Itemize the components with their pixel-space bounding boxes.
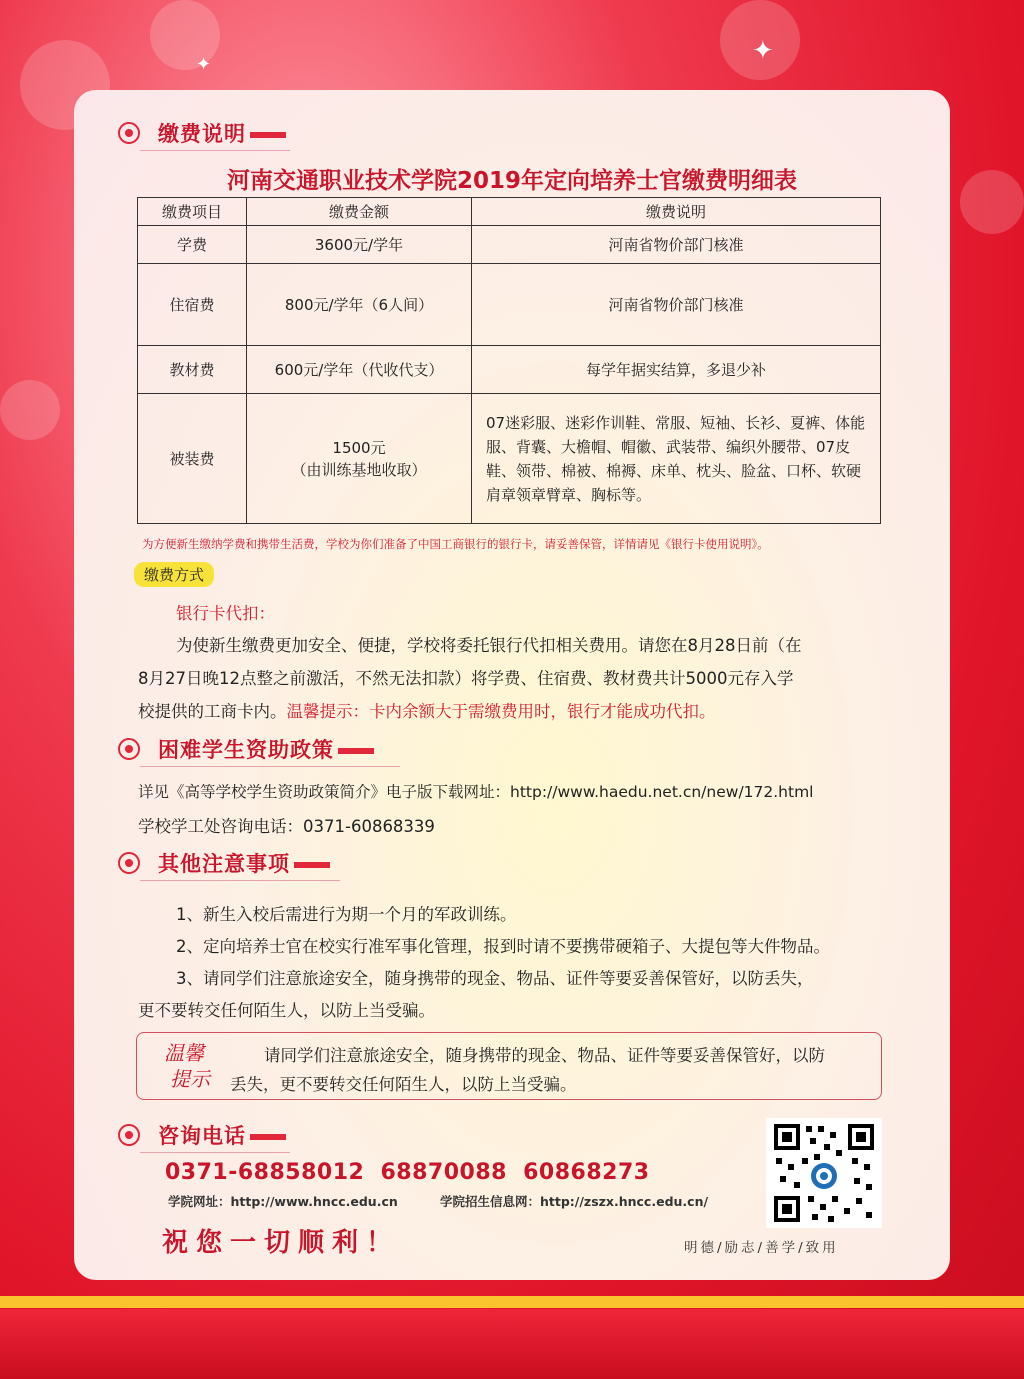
table-cell: 1500元 （由训练基地收取） — [247, 394, 472, 524]
note-item: 更不要转交任何陌生人，以防上当受骗。 — [138, 1001, 435, 1020]
aid-policy-text: 详见《高等学校学生资助政策简介》电子版下载网址：http://www.haedu.net.cn/new/172.html — [138, 783, 814, 801]
section-header-aid — [118, 734, 374, 764]
section-bar — [294, 862, 330, 868]
table-header-cell: 缴费金额 — [247, 198, 472, 226]
contact-phones: 0371-68858012 68870088 60868273 — [165, 1160, 650, 1185]
aid-phone-text: 学校学工处咨询电话：0371-60868339 — [138, 817, 435, 836]
bokeh-light — [0, 380, 60, 440]
payment-method-label: 缴费方式 — [134, 562, 214, 587]
warm-tip-label-line: 温馨 — [164, 1041, 204, 1065]
section-header-notes — [118, 848, 330, 878]
bottom-stripe-red — [0, 1309, 1024, 1379]
sparkle-icon: ✦ — [752, 36, 774, 66]
table-cell: 3600元/学年 — [247, 226, 472, 264]
warm-tip-text: 丢失，更不要转交任何陌生人，以防上当受骗。 — [230, 1075, 577, 1094]
section-underline — [140, 150, 290, 151]
section-title: 咨询电话 — [158, 1124, 246, 1148]
college-motto: 明德/励志/善学/致用 — [684, 1240, 839, 1256]
table-cell: 河南省物价部门核准 — [472, 226, 881, 264]
bank-card-note: 为方便新生缴纳学费和携带生活费，学校为你们准备了中国工商银行的银行卡，请妥善保管，详情请见《银行卡使用说明》。 — [142, 537, 769, 551]
note-item: 2、定向培养士官在校实行准军事化管理，报到时请不要携带硬箱子、大提包等大件物品。 — [176, 937, 830, 956]
qr-code-icon — [766, 1118, 882, 1228]
college-website[interactable]: 学院网址：http://www.hncc.edu.cn — [168, 1194, 398, 1209]
warm-tip-text: 请同学们注意旅途安全，随身携带的现金、物品、证件等要妥善保管好，以防 — [264, 1046, 825, 1065]
table-cell: 600元/学年（代收代支） — [247, 346, 472, 394]
table-cell: 教材费 — [138, 346, 247, 394]
table-cell: 河南省物价部门核准 — [472, 264, 881, 346]
payment-text-part: 校提供的工商卡内。 — [138, 702, 287, 721]
note-item: 1、新生入校后需进行为期一个月的军政训练。 — [176, 905, 517, 924]
table-cell: 住宿费 — [138, 264, 247, 346]
payment-tip: 温馨提示：卡内余额大于需缴费用时，银行才能成功代扣。 — [286, 702, 716, 721]
table-cell: 800元/学年（6人间） — [247, 264, 472, 346]
section-bar — [338, 748, 374, 754]
payment-text — [138, 698, 716, 722]
bottom-stripe-yellow — [0, 1296, 1024, 1308]
wish-text: 祝您一切顺利！ — [162, 1228, 401, 1258]
table-cell: 每学年据实结算，多退少补 — [472, 346, 881, 394]
warm-tip-label-line: 提示 — [170, 1067, 210, 1091]
payment-text: 8月27日晚12点整之前激活，不然无法扣款）将学费、住宿费、教材费共计5000元存入学 — [138, 669, 794, 688]
sparkle-icon: ✦ — [196, 54, 212, 75]
target-bullet-icon — [118, 122, 140, 144]
target-bullet-icon — [118, 1124, 140, 1146]
table-cell: 学费 — [138, 226, 247, 264]
payment-method: 银行卡代扣： — [176, 604, 275, 623]
section-underline — [140, 766, 400, 767]
table-row — [138, 346, 881, 394]
target-bullet-icon — [118, 738, 140, 760]
warm-tip-label — [150, 1040, 230, 1092]
section-title: 困难学生资助政策 — [158, 738, 334, 762]
table-header-row — [138, 198, 881, 226]
section-underline — [140, 1152, 290, 1153]
table-header-cell: 缴费项目 — [138, 198, 247, 226]
section-header-fees — [118, 118, 286, 148]
section-underline — [140, 880, 340, 881]
admission-website[interactable]: 学院招生信息网：http://zszx.hncc.edu.cn/ — [440, 1194, 709, 1209]
table-row — [138, 264, 881, 346]
target-bullet-icon — [118, 852, 140, 874]
table-title: 河南交通职业技术学院2019年定向培养士官缴费明细表 — [226, 168, 797, 194]
note-item: 3、请同学们注意旅途安全，随身携带的现金、物品、证件等要妥善保管好，以防丢失， — [176, 969, 814, 988]
table-header-cell: 缴费说明 — [472, 198, 881, 226]
section-header-contact — [118, 1120, 286, 1150]
table-row — [138, 394, 881, 524]
section-bar — [250, 132, 286, 138]
section-bar — [250, 1134, 286, 1140]
table-row — [138, 226, 881, 264]
fee-table — [137, 197, 881, 524]
payment-text: 为使新生缴费更加安全、便捷，学校将委托银行代扣相关费用。请您在8月28日前（在 — [176, 636, 802, 655]
table-cell: 被装费 — [138, 394, 247, 524]
table-cell: 07迷彩服、迷彩作训鞋、常服、短袖、长衫、夏裤、体能服、背囊、大檐帽、帽徽、武装带、编织外腰带、07皮鞋、领带、棉被、棉褥、床单、枕头、脸盆、口杯、软硬肩章领章臂章、胸标等。 — [472, 394, 881, 524]
section-title: 缴费说明 — [158, 122, 246, 146]
section-title: 其他注意事项 — [158, 852, 290, 876]
